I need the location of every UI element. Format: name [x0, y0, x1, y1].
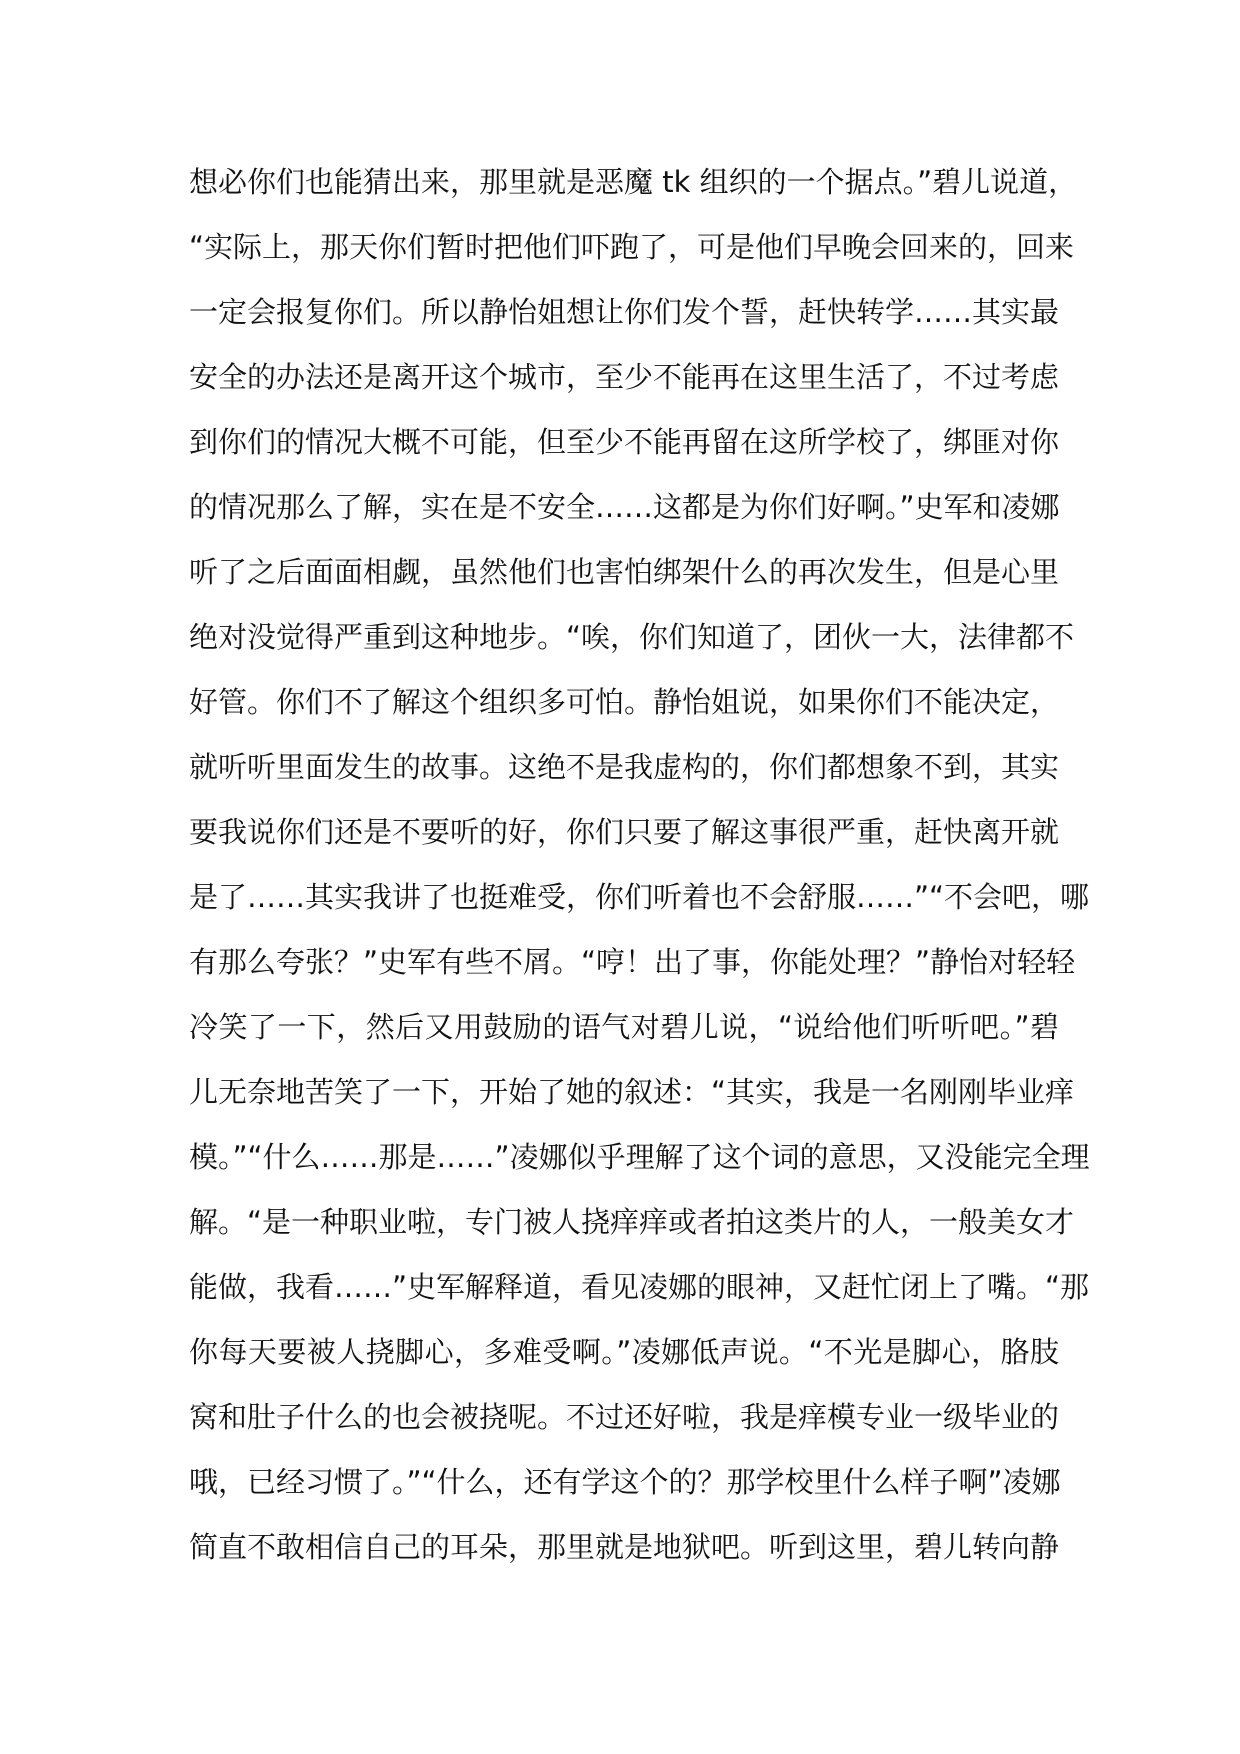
text-line-19: 你每天要被人挠脚心，多难受啊。”凌娜低声说。“不光是脚心，胳肢	[189, 1335, 1059, 1369]
text-line-10: 就听听里面发生的故事。这绝不是我虚构的，你们都想象不到，其实	[189, 750, 1060, 784]
text-line-7: 听了之后面面相觑，虽然他们也害怕绑架什么的再次发生，但是心里	[189, 555, 1060, 589]
text-line-15: 儿无奈地苦笑了一下，开始了她的叙述：“其实，我是一名刚刚毕业痒	[189, 1075, 1075, 1109]
text-line-16: 模。”“什么……那是……”凌娜似乎理解了这个词的意思，又没能完全理	[189, 1140, 1090, 1174]
text-line-22: 简直不敢相信自己的耳朵，那里就是地狱吧。听到这里，碧儿转向静	[189, 1530, 1060, 1564]
text-line-2: “实际上，那天你们暂时把他们吓跑了，可是他们早晚会回来的，回来	[189, 230, 1075, 264]
text-line-4: 安全的办法还是离开这个城市，至少不能再在这里生活了，不过考虑	[189, 360, 1060, 394]
text-line-6: 的情况那么了解，实在是不安全……这都是为你们好啊。”史军和凌娜	[189, 490, 1060, 524]
text-line-11: 要我说你们还是不要听的好，你们只要了解这事很严重，赶快离开就	[189, 815, 1060, 849]
text-line-12: 是了……其实我讲了也挺难受，你们听着也不会舒服……”“不会吧，哪	[189, 880, 1090, 914]
text-line-20: 窝和肚子什么的也会被挠呢。不过还好啦，我是痒模专业一级毕业的	[189, 1400, 1060, 1434]
text-line-1: 想必你们也能猜出来，那里就是恶魔 tk 组织的一个据点。”碧儿说道，	[189, 165, 1078, 199]
text-line-18: 能做，我看……”史军解释道，看见凌娜的眼神，又赶忙闭上了嘴。“那	[189, 1270, 1090, 1304]
text-line-13: 有那么夸张？”史军有些不屑。“哼！出了事，你能处理？”静怡对轻轻	[189, 945, 1076, 979]
text-line-21: 哦，已经习惯了。”“什么，还有学这个的？那学校里什么样子啊”凌娜	[189, 1465, 1061, 1499]
text-line-9: 好管。你们不了解这个组织多可怕。静怡姐说，如果你们不能决定，	[189, 685, 1060, 719]
text-line-14: 冷笑了一下，然后又用鼓励的语气对碧儿说，“说给他们听听吧。”碧	[189, 1010, 1059, 1044]
body-text	[189, 150, 1090, 1580]
text-line-3: 一定会报复你们。所以静怡姐想让你们发个誓，赶快转学……其实最	[189, 295, 1060, 329]
text-line-8: 绝对没觉得严重到这种地步。“唉，你们知道了，团伙一大，法律都不	[189, 620, 1075, 654]
text-line-17: 解。“是一种职业啦，专门被人挠痒痒或者拍这类片的人，一般美女才	[189, 1205, 1075, 1239]
text-line-5: 到你们的情况大概不可能，但至少不能再留在这所学校了，绑匪对你	[189, 425, 1060, 459]
